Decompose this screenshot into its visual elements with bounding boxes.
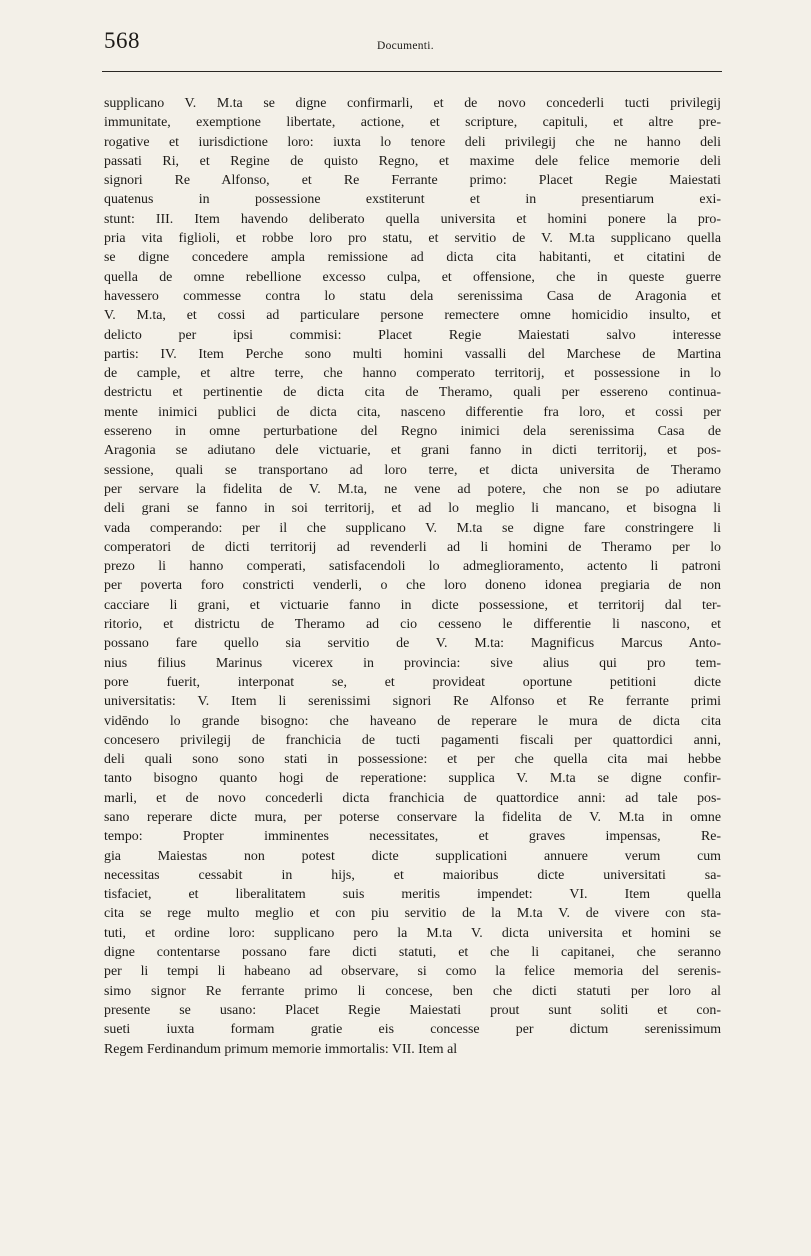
text-line: gia Maiestas non potest dicte supplicationi annuere verum cum <box>104 848 721 864</box>
text-line: possano fare quello sia servitio de V. M.ta: Magnificus Marcus Anto- <box>104 636 721 652</box>
text-line: nius filius Marinus vicerex in provincia: sive alius qui pro tem- <box>104 655 721 671</box>
text-line: sueti iuxta formam gratie eis concesse per dictum serenissimum <box>104 1022 721 1038</box>
text-line: se digne concedere ampla remissione ad dicta cita habitanti, et citatini de <box>104 250 721 266</box>
text-line: concesero privilegij de franchicia de tucti pagamenti fiscali per quattordici anni, <box>104 732 721 748</box>
text-line: per servare la fidelita de V. M.ta, ne vene ad potere, che non se po adiutare <box>104 481 721 497</box>
text-line: quella de omne rebellione excesso culpa, et offensione, che in queste guerre <box>104 269 721 285</box>
text-line: tuti, et ordine loro: supplicano pero la M.ta V. dicta universita et homini se <box>104 925 721 941</box>
text-line: cita se rege multo meglio et con piu servitio de la M.ta V. de vivere con sta- <box>104 906 721 922</box>
text-line: marli, et de novo concederli dicta franchicia de quattordice anni: ad tale pos- <box>104 790 721 806</box>
text-line: cacciare li grani, et victuarie fanno in dicte possessione, et territorij dal ter- <box>104 597 721 613</box>
text-line: tempo: Propter imminentes necessitates, et graves impensas, Re- <box>104 829 721 845</box>
text-line: Regem Ferdinandum primum memorie immortalis: VII. Item al <box>104 1041 458 1057</box>
text-line: pore fuerit, interponat se, et provideat oportune petitioni dicte <box>104 674 721 690</box>
text-line: ritorio, et districtu de Theramo ad cio cesseno le differentie li nascono, et <box>104 617 721 633</box>
document-body <box>104 94 721 1059</box>
text-line: destrictu et pertinentie de dicta cita de Theramo, quali per essereno continua- <box>104 385 721 401</box>
text-line: tanto bisogno quanto hogi de reperatione: supplica V. M.ta se digne confir- <box>104 771 721 787</box>
text-line: signori Re Alfonso, et Re Ferrante primo: Placet Regie Maiestati <box>104 173 721 189</box>
text-line: tisfaciet, et liberalitatem suis meritis impendet: VI. Item quella <box>104 887 721 903</box>
text-line: supplicano V. M.ta se digne confirmarli, et de novo concederli tucti privilegij <box>104 96 721 111</box>
text-line: sano reperare dicte mura, per poterse conservare la fidelita de V. M.ta in omne <box>104 809 721 825</box>
text-line: necessitas cessabit in hijs, et maioribus dicte universitati sa- <box>104 867 721 883</box>
text-line: de cample, et altre terre, che hanno comperato territorij, et possessione in lo <box>104 366 721 382</box>
text-line: comperatori de dicti territorij ad revenderli ad li homini de Theramo per lo <box>104 539 721 555</box>
text-line: immunitate, exemptione libertate, actione, et scripture, capituli, et altre pre- <box>104 115 721 131</box>
header-rule <box>102 71 722 72</box>
text-line: V. M.ta, et cossi ad particulare persone remectere omne homicidio insulto, et <box>104 308 721 324</box>
text-line: passati Ri, et Regine de quisto Regno, et maxime dele felice memorie deli <box>104 153 721 169</box>
text-line: prezo li hanno comperati, satisfacendoli lo admeglioramento, actento li patroni <box>104 559 721 575</box>
text-line: vada comperando: per il che supplicano V. M.ta se digne fare constringere li <box>104 520 721 536</box>
text-line: quatenus in possessione exstiterunt et in presentiarum exi- <box>104 192 721 208</box>
text-line: pria vita figlioli, et robbe loro pro statu, et servitio de V. M.ta supplicano quella <box>104 231 721 247</box>
text-line: per poverta foro constricti venderli, o che loro doneno idonea pregiaria de non <box>104 578 721 594</box>
text-line: sessione, quali se transportano ad loro terre, et dicta universita de Theramo <box>104 462 721 478</box>
page-number: 568 <box>104 28 140 53</box>
text-line: universitatis: V. Item li serenissimi signori Re Alfonso et Re ferrante primi <box>104 694 721 710</box>
running-title: Documenti. <box>377 40 434 52</box>
text-line: deli quali sono sono stati in possessione: et per che quella cita mai hebbe <box>104 752 721 768</box>
text-line: havessero commesse contra lo statu dela serenissima Casa de Aragonia et <box>104 288 721 304</box>
text-line: rogative et iurisdictione loro: iuxta lo tenore deli privilegij che ne hanno deli <box>104 134 721 150</box>
text-line: partis: IV. Item Perche sono multi homini vassalli del Marchese de Martina <box>104 346 721 362</box>
text-line: Aragonia se adiutano dele victuarie, et grani fanno in dicti territorij, et pos- <box>104 443 721 459</box>
text-line: delicto per ipsi commisi: Placet Regie Maiestati salvo interesse <box>104 327 721 343</box>
text-line: simo signor Re ferrante primo li concese, ben che dicti statuti per loro al <box>104 983 721 999</box>
text-line: stunt: III. Item havendo deliberato quella universita et homini ponere la pro- <box>104 211 721 227</box>
text-line: per li tempi li habeano ad observare, si como la felice memoria del serenis- <box>104 964 721 980</box>
text-line: essereno in omne perturbatione del Regno inimici dela serenissima Casa de <box>104 424 721 440</box>
text-line: deli grani se fanno in soi territorij, et ad lo meglio li mancano, et bisogna li <box>104 501 721 517</box>
text-line: digne contentarse possano fare dicti statuti, et che li capitanei, che seranno <box>104 945 721 961</box>
text-line: mente inimici publici de dicta cita, nasceno differentie fra loro, et cossi per <box>104 404 721 420</box>
text-line: presente se usano: Placet Regie Maiestati prout sunt soliti et con- <box>104 1002 721 1018</box>
text-line: vidēndo lo grande bisogno: che haveano de reperare le mura de dicta cita <box>104 713 721 729</box>
